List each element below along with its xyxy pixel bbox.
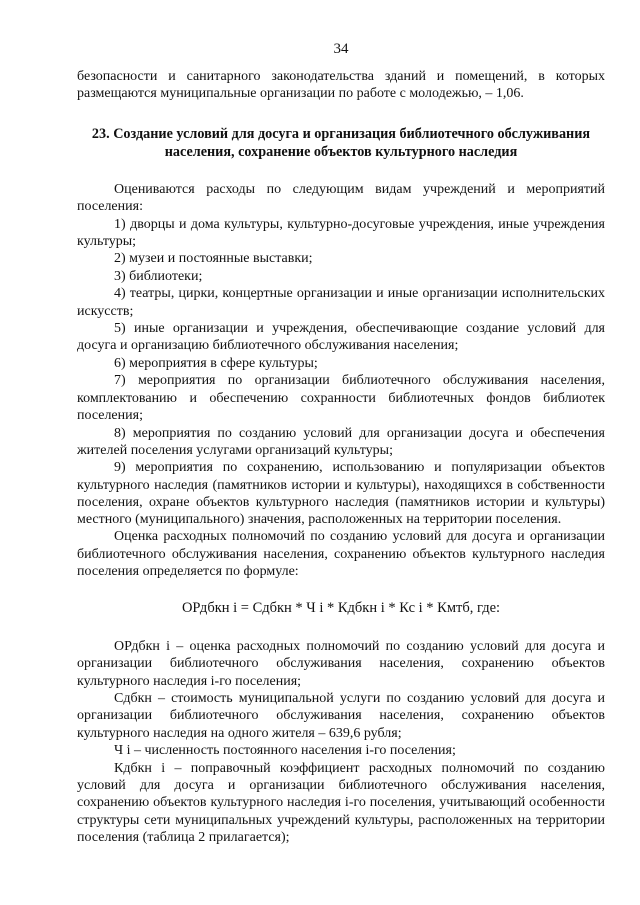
assessment-paragraph: Оценка расходных полномочий по созданию условий для досуга и организации библиотечного обслуживания населения, сохранению объектов культурного наследия поселения определяется по формуле: <box>77 529 605 579</box>
list-item: 9) мероприятия по сохранению, использованию и популяризации объектов культурного наследия (памятников истории и культуры), находящихся в собственности поселения, охране объектов культурного наследия (памятников истории и культуры) местного (муниципального) значения, расположенных на территории поселения. <box>77 460 605 527</box>
definition-item: ОРдбкн i – оценка расходных полномочий по созданию условий для досуга и организации библиотечного обслуживания населения, сохранению объектов культурного наследия i-го поселения; <box>77 638 605 689</box>
continuation-paragraph: безопасности и санитарного законодательства зданий и помещений, в которых размещаются муниципальные организации по работе с молодежью, – 1,06. <box>77 69 605 102</box>
list-item: 4) театры, цирки, концертные организации и иные организации исполнительских искусств; <box>77 286 605 319</box>
section-heading: 23. Создание условий для досуга и организация библиотечного обслуживания населения, сохранение объектов культурного наследия <box>91 125 591 160</box>
definition-item: Кдбкн i – поправочный коэффициент расходных полномочий по созданию условий для досуга и организации библиотечного обслуживания населения, сохранению объектов культурного наследия i-го поселения, учитывающий особенности структуры сети муниципальных учреждений культуры, расположенных на территории поселения (таблица 2 прилагается); <box>77 760 605 846</box>
list-item: 6) мероприятия в сфере культуры; <box>114 355 318 371</box>
formula: ОРдбкн i = Сдбкн * Ч i * Кдбкн i * Кс i * Кмтб, где: <box>181 600 501 617</box>
list-item: 3) библиотеки; <box>114 268 203 284</box>
list-item: 8) мероприятия по созданию условий для организации досуга и обеспечения жителей поселения услугами организаций культуры; <box>77 425 605 458</box>
definition-item: Сдбкн – стоимость муниципальной услуги по созданию условий для досуга и организации библиотечного обслуживания населения, сохранению объектов культурного наследия на одного жителя – 639,6 рубля; <box>77 690 605 741</box>
list-item: 5) иные организации и учреждения, обеспечивающие создание условий для досуга и организацию библиотечного обслуживания населения; <box>77 321 605 354</box>
definition-item: Ч i – численность постоянного населения i-го поселения; <box>114 743 456 759</box>
intro-paragraph: Оцениваются расходы по следующим видам учреждений и мероприятий поселения: <box>77 181 605 215</box>
list-item: 1) дворцы и дома культуры, культурно-досуговые учреждения, иные учреждения культуры; <box>77 216 605 250</box>
list-item: 2) музеи и постоянные выставки; <box>114 251 313 267</box>
list-item: 7) мероприятия по организации библиотечного обслуживания населения, комплектованию и обеспечению сохранности библиотечных фондов библиотек поселения; <box>77 373 605 424</box>
page-number: 34 <box>333 41 349 57</box>
